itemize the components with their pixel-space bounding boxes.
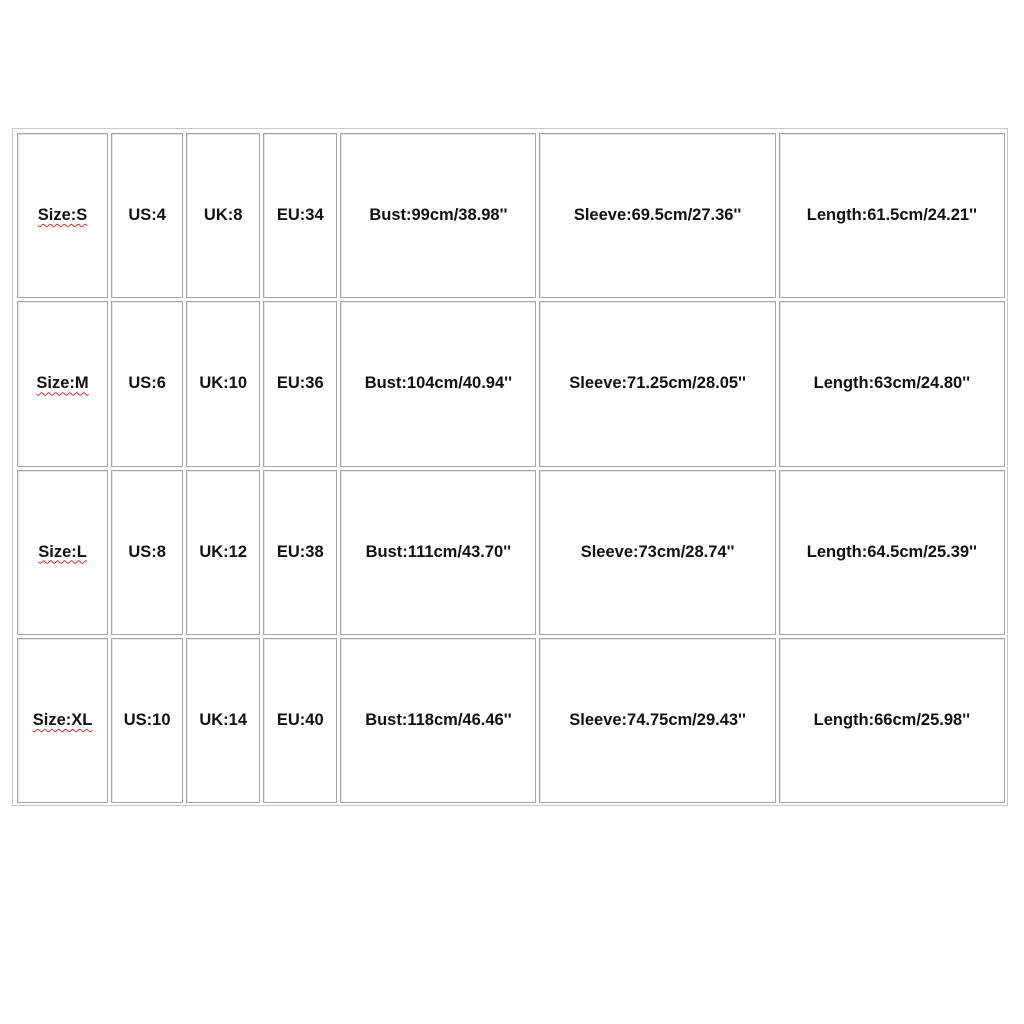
length-cell: Length:61.5cm/24.21'' [779,133,1005,298]
size-chart [12,128,1008,806]
size-label: Size:XL [32,710,93,729]
size-cell [17,470,108,635]
size-cell [17,638,108,803]
uk-size-cell: UK:10 [186,301,260,466]
bust-cell: Bust:118cm/46.46'' [340,638,536,803]
table-row [17,638,1005,803]
table-row [17,470,1005,635]
bust-cell: Bust:104cm/40.94'' [340,301,536,466]
us-size-cell: US:4 [111,133,183,298]
sleeve-cell: Sleeve:73cm/28.74'' [539,470,775,635]
length-cell: Length:63cm/24.80'' [779,301,1005,466]
size-label: Size:S [37,206,88,225]
sleeve-cell: Sleeve:74.75cm/29.43'' [539,638,775,803]
table-row [17,133,1005,298]
sleeve-cell: Sleeve:69.5cm/27.36'' [539,133,775,298]
eu-size-cell: EU:34 [263,133,337,298]
bust-cell: Bust:111cm/43.70'' [340,470,536,635]
length-cell: Length:64.5cm/25.39'' [779,470,1005,635]
us-size-cell: US:8 [111,470,183,635]
length-cell: Length:66cm/25.98'' [779,638,1005,803]
size-label: Size:L [38,542,87,561]
uk-size-cell: UK:14 [186,638,260,803]
us-size-cell: US:10 [111,638,183,803]
eu-size-cell: EU:36 [263,301,337,466]
size-chart-table [14,130,1008,806]
bust-cell: Bust:99cm/38.98'' [340,133,536,298]
eu-size-cell: EU:40 [263,638,337,803]
us-size-cell: US:6 [111,301,183,466]
uk-size-cell: UK:8 [186,133,260,298]
uk-size-cell: UK:12 [186,470,260,635]
eu-size-cell: EU:38 [263,470,337,635]
size-cell [17,133,108,298]
table-row [17,301,1005,466]
size-cell [17,301,108,466]
sleeve-cell: Sleeve:71.25cm/28.05'' [539,301,775,466]
size-label: Size:M [36,374,89,393]
